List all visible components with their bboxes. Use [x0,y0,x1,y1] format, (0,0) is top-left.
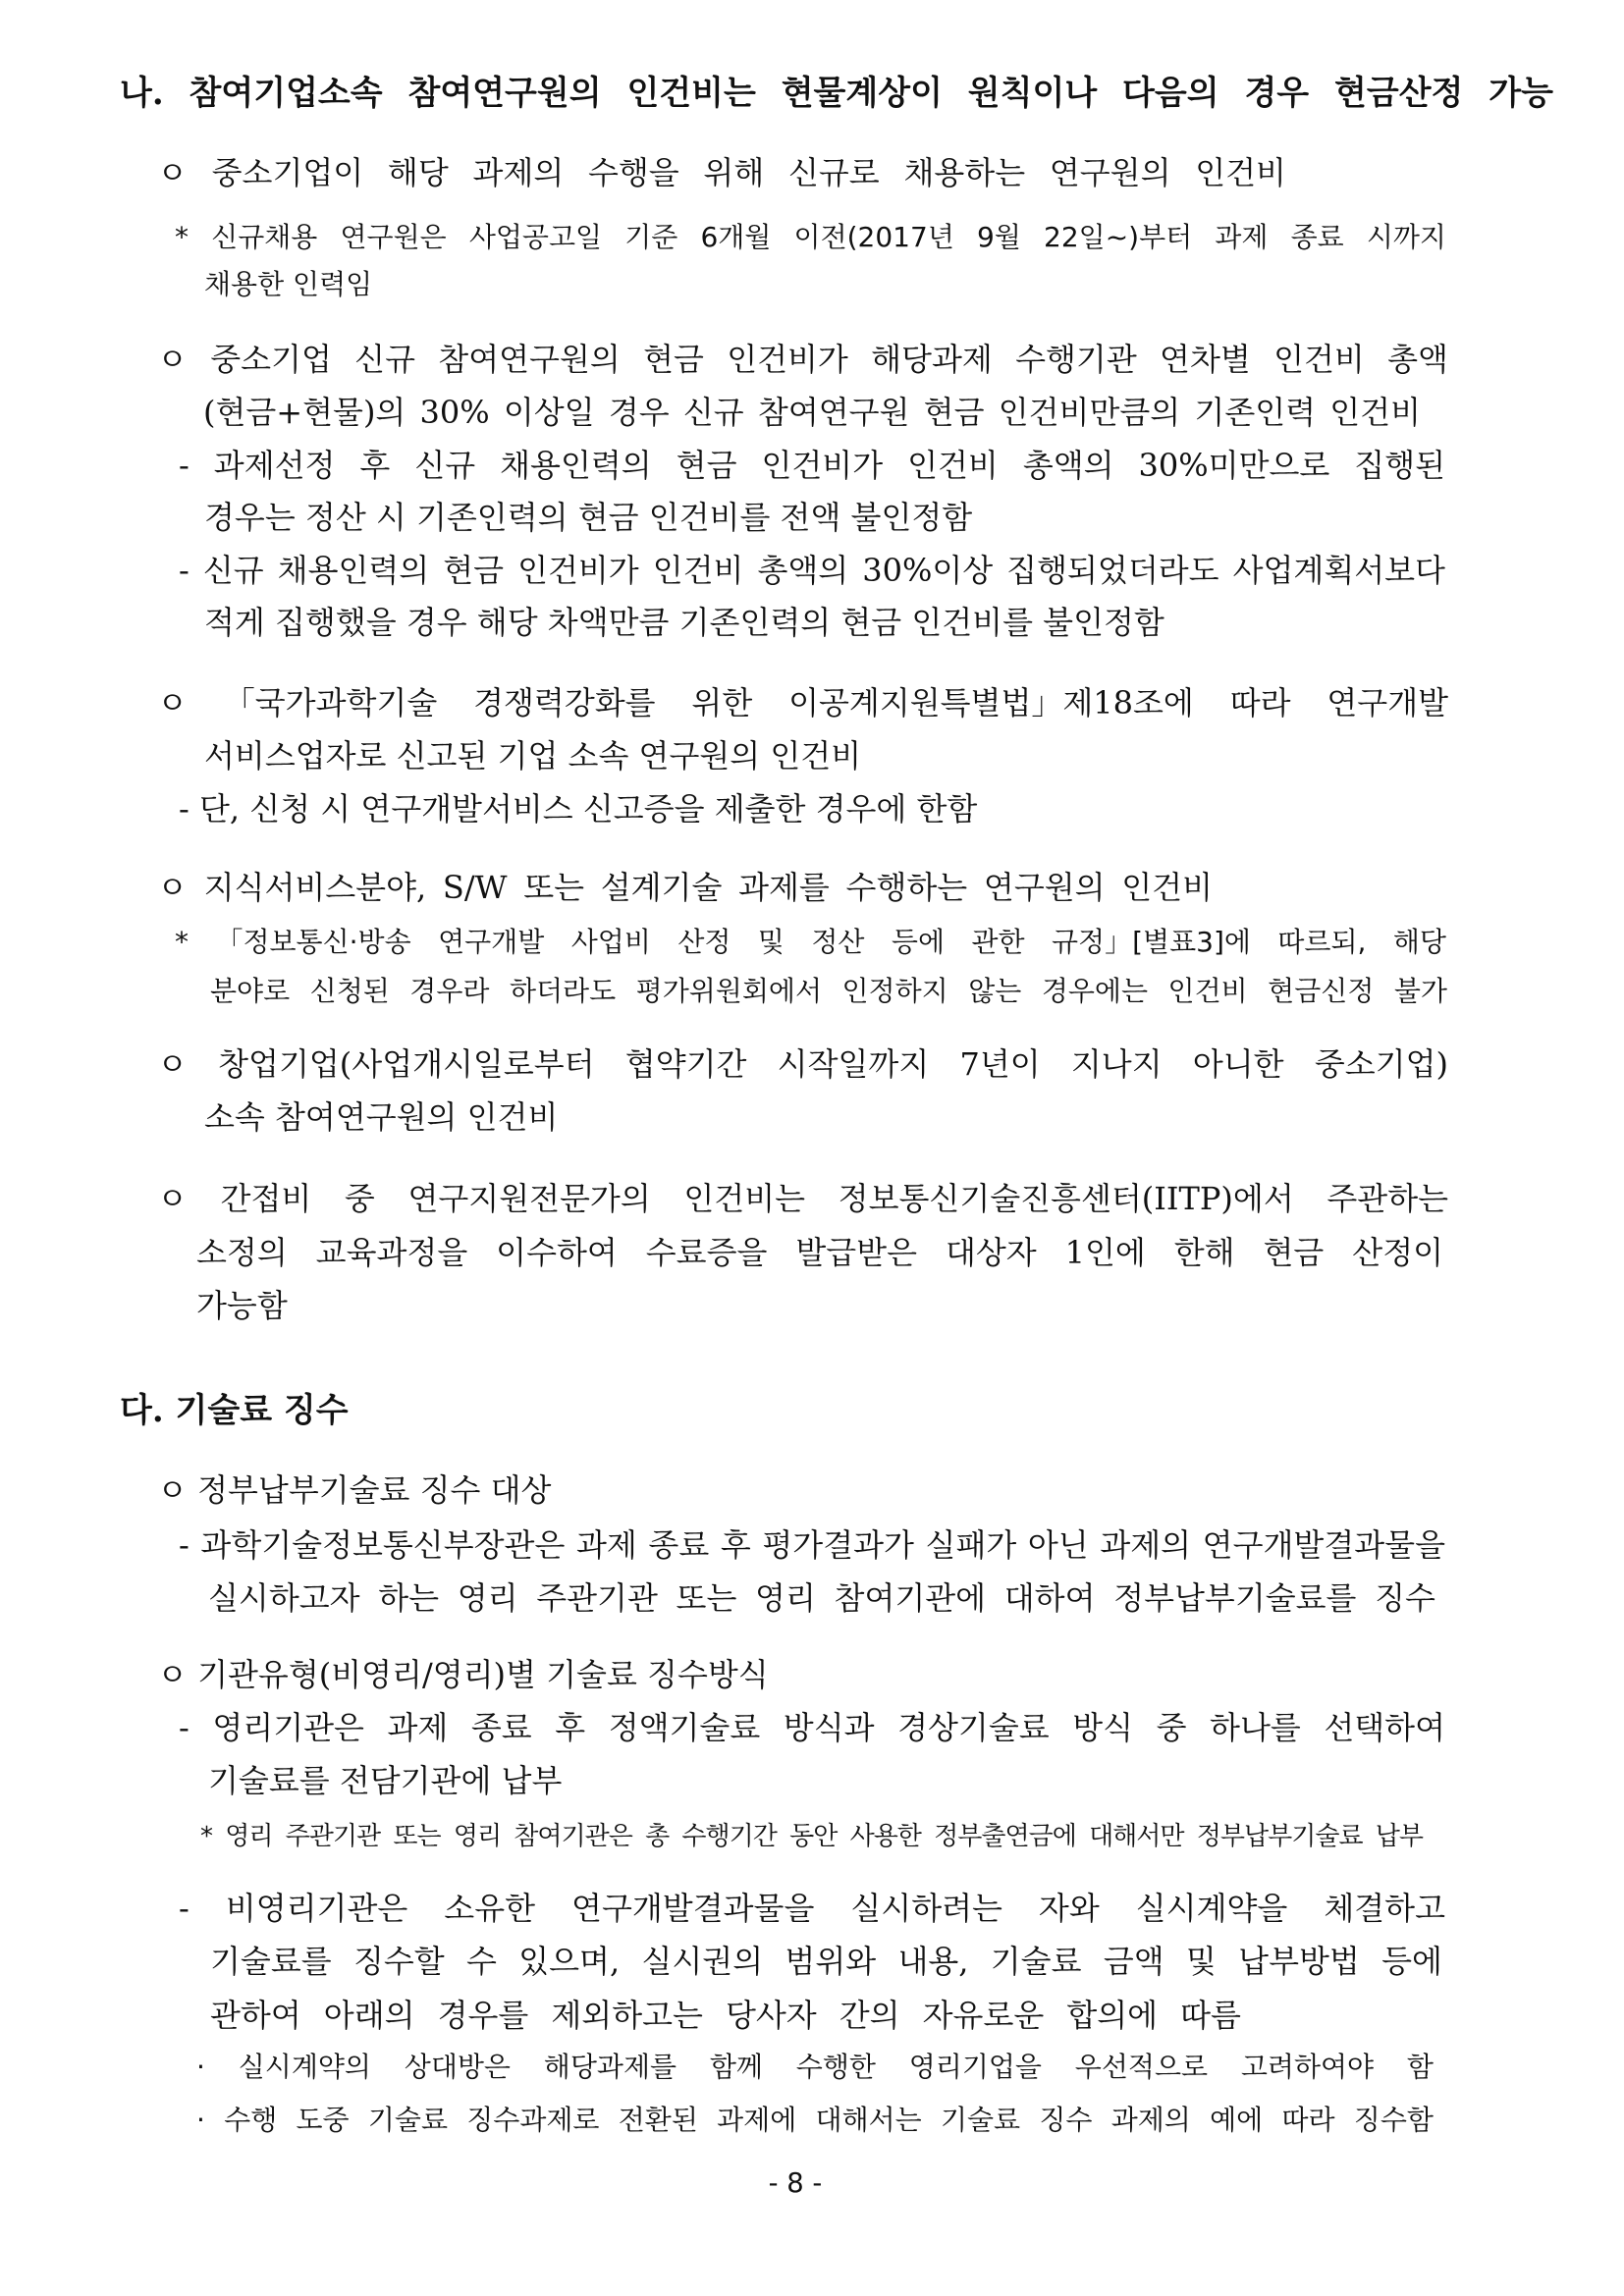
section-heading-da: 다. 기술료 징수 [120,1391,349,1430]
list-item-startup-cont: 소속 참여연구원의 인건비 [204,1098,559,1136]
list-item-startup: ㅇ 창업기업(사업개시일로부터 협약기간 시작일까지 7년이 지나지 아니한 중소기업) [157,1045,1448,1083]
list-item-royalty-method: ㅇ 기관유형(비영리/영리)별 기술료 징수방식 [157,1656,769,1693]
dash-item-cont: 기술료를 전담기관에 납부 [208,1762,563,1799]
list-item-cash-ratio-cont: (현금+현물)의 30% 이상일 경우 신규 참여연구원 현금 인건비만큼의 기존인력 인건비 [203,394,1421,431]
dash-item: - 과제선정 후 신규 채용인력의 현금 인건비가 인건비 총액의 30%미만으로 집행된 [179,447,1446,484]
dash-item-cont: 관하여 아래의 경우를 제외하고는 당사자 간의 자유로운 합의에 따름 [210,1997,1241,2034]
list-item-royalty-target: ㅇ 정부납부기술료 징수 대상 [157,1471,552,1509]
page-number: - 8 - [768,2166,823,2199]
dash-item: - 과학기술정보통신부장관은 과제 종료 후 평가결과가 실패가 아닌 과제의 연구개발결과물을 [179,1526,1445,1564]
list-item-rnd-service-cont: 서비스업자로 신고된 기업 소속 연구원의 인건비 [204,737,862,774]
list-item-rnd-service: ㅇ 「국가과학기술 경쟁력강화를 위한 이공계지원특별법」제18조에 따라 연구개발 [157,684,1449,721]
dash-item: - 단, 신청 시 연구개발서비스 신고증을 제출한 경우에 한함 [179,790,978,828]
list-item-cash-ratio: ㅇ 중소기업 신규 참여연구원의 현금 인건비가 해당과제 수행기관 연차별 인건비 총액 [157,341,1448,378]
list-item-indirect-cost: ㅇ 간접비 중 연구지원전문가의 인건비는 정보통신기술진흥센터(IITP)에서 주관하는 [157,1180,1449,1217]
dash-item: - 신규 채용인력의 현금 인건비가 인건비 총액의 30%이상 집행되었더라도 사업계획서보다 [179,552,1445,589]
list-item-sme-new-hire: ㅇ 중소기업이 해당 과제의 수행을 위해 신규로 채용하는 연구원의 인건비 [157,154,1286,191]
dash-item-cont: 적게 집행했을 경우 해당 차액만큼 기존인력의 현금 인건비를 불인정함 [204,604,1164,641]
note-line: * 「정보통신·방송 연구개발 사업비 산정 및 정산 등에 관한 규정」[별표3]에 따르되, 해당 [175,926,1446,958]
list-item-indirect-cost-cont: 소정의 교육과정을 이수하여 수료증을 발급받은 대상자 1인에 한해 현금 산정이 [196,1234,1444,1271]
dash-item-cont: 실시하고자 하는 영리 주관기관 또는 영리 참여기관에 대하여 정부납부기술료를 징수 [208,1579,1435,1617]
note-line: 분야로 신청된 경우라 하더라도 평가위원회에서 인정하지 않는 경우에는 인건비 현금신정 불가 [210,975,1447,1007]
bullet-item: · 실시계약의 상대방은 해당과제를 함께 수행한 영리기업을 우선적으로 고려하여야 함 [196,2051,1434,2083]
list-item-indirect-cost-cont: 가능함 [196,1287,288,1324]
dash-item-cont: 경우는 정산 시 기존인력의 현금 인건비를 전액 불인정함 [204,499,973,536]
dash-item-cont: 기술료를 징수할 수 있으며, 실시권의 범위와 내용, 기술료 금액 및 납부방법 등에 [210,1943,1442,1980]
note-line: * 신규채용 연구원은 사업공고일 기준 6개월 이전(2017년 9월 22일~)부터 과제 종료 시까지 [175,221,1446,253]
note-line: * 영리 주관기관 또는 영리 참여기관은 총 수행기간 동안 사용한 정부출연금에 대해서만 정부납부기술료 납부 [200,1822,1424,1851]
note-line: 채용한 인력임 [204,268,373,300]
bullet-item: · 수행 도중 기술료 징수과제로 전환된 과제에 대해서는 기술료 징수 과제의 예에 따라 징수함 [196,2104,1434,2136]
dash-item: - 영리기관은 과제 종료 후 정액기술료 방식과 경상기술료 방식 중 하나를 선택하여 [179,1709,1445,1746]
dash-item: - 비영리기관은 소유한 연구개발결과물을 실시하려는 자와 실시계약을 체결하고 [179,1890,1445,1927]
section-heading-na: 나. 참여기업소속 참여연구원의 인건비는 현물계상이 원칙이나 다음의 경우 현금산정 가능 [120,74,1553,113]
list-item-knowledge-service: ㅇ 지식서비스분야, S/W 또는 설계기술 과제를 수행하는 연구원의 인건비 [157,869,1213,906]
